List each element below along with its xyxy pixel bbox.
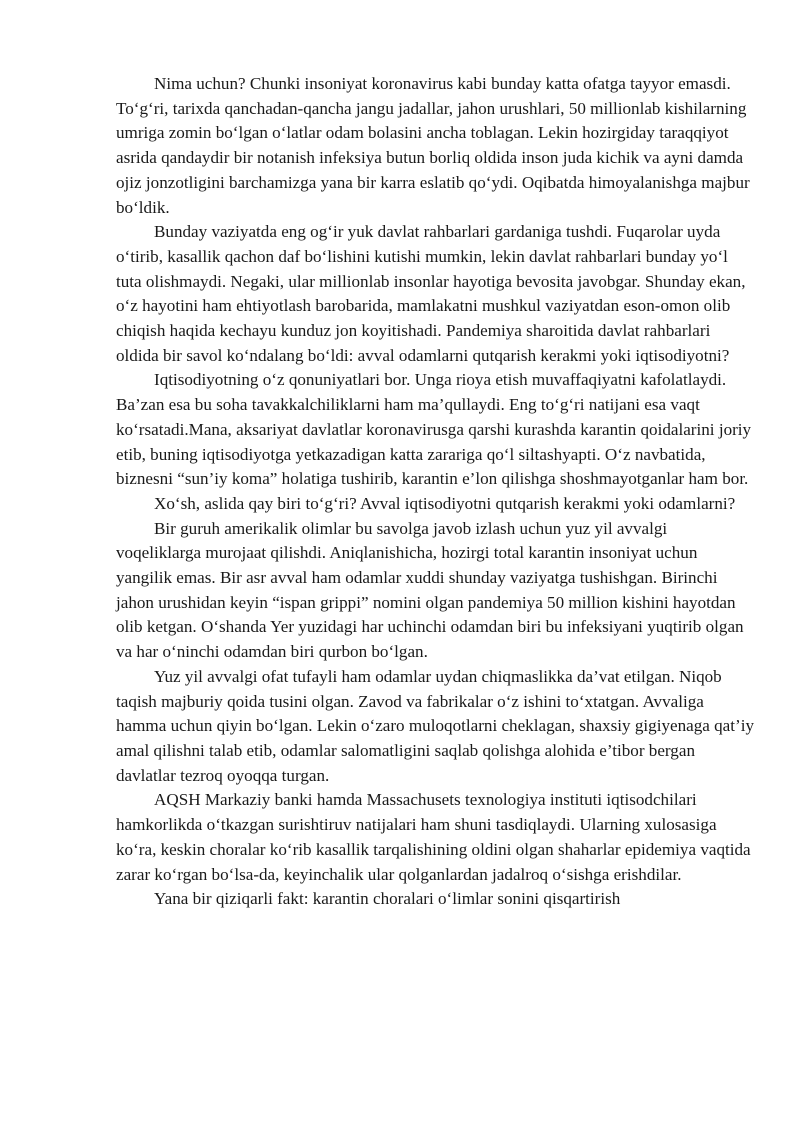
paragraph-1: Nima uchun? Chunki insoniyat koronavirus kabi bunday katta ofatga tayyor emasdi. To‘g‘ri, tarixda qanchadan-qancha jangu jadallar, jahon urushlari, 50 millionlab kishilarning umriga zomin bo‘lgan o‘latlar odam bolasini ancha toblagan. Lekin hozirgiday taraqqiyot asrida qandaydir bir notanish infeksiya butun borliq oldida inson juda kichik va ayni damda ojiz jonzotligini barchamizga yana bir karra eslatib qo‘ydi. Oqibatda himoyalanishga majbur bo‘ldik.: [116, 74, 750, 217]
paragraph-3: Iqtisodiyotning o‘z qonuniyatlari bor. Unga rioya etish muvaffaqiyatni kafolatlaydi. Ba’zan esa bu soha tavakkalchiliklarni ham ma’qullaydi. Eng to‘g‘ri natijani esa vaqt ko‘rsatadi.Mana, aksariyat davlatlar koronavirusga qarshi kurashda karantin qoidalarini joriy etib, buning iqtisodiyotga yetkazadigan katta zarariga qo‘l siltashyapti. O‘z navbatida, biznesni “sun’iy koma” holatiga tushirib, karantin e’lon qilishga shoshmayotganlar ham bor.: [116, 370, 752, 489]
paragraph-7: AQSH Markaziy banki hamda Massachusets texnologiya instituti iqtisodchilari hamkorlikda o‘tkazgan surishtiruv natijalari ham shuni tasdiqlaydi. Ularning xulosasiga ko‘ra, keskin choralar ko‘rib kasallik tarqalishining oldini olgan shaharlar epidemiya vaqtida zarar ko‘rgan bo‘lsa-da, keyinchalik ular qolganlardan jadalroq o‘sishga erishdilar.: [116, 790, 751, 884]
paragraph-5: Bir guruh amerikalik olimlar bu savolga javob izlash uchun yuz yil avvalgi voqeliklarga murojaat qilishdi. Aniqlanishicha, hozirgi total karantin insoniyat uchun yangilik emas. Bir asr avval ham odamlar xuddi shunday vaziyatga tushishgan. Birinchi jahon urushidan keyin “ispan grippi” nomini olgan pandemiya 50 million kishini hayotdan olib ketgan. O‘shanda Yer yuzidagi har uchinchi odamdan biri bu infeksiyani yuqtirib olgan va har o‘ninchi odamdan biri qurbon bo‘lgan.: [116, 518, 744, 662]
document-page: [116, 72, 756, 912]
paragraph-6: Yuz yil avvalgi ofat tufayli ham odamlar uydan chiqmaslikka da’vat etilgan. Niqob taqish majburiy qoida tusini olgan. Zavod va fabrikalar o‘z ishini to‘xtatgan. Avvaliga hamma uchun qiyin bo‘lgan. Lekin o‘zaro muloqotlarni cheklagan, shaxsiy gigiyenaga qat’iy amal qilishni talab etib, odamlar salomatligini saqlab qolishga alohida e’tibor bergan davlatlar tezroq oyoqqa turgan.: [116, 666, 754, 785]
paragraph-8: Yana bir qiziqarli fakt: karantin choralari o‘limlar sonini qisqartirish: [154, 889, 621, 909]
paragraph-2: Bunday vaziyatda eng og‘ir yuk davlat rahbarlari gardaniga tushdi. Fuqarolar uyda o‘tirib, kasallik qachon daf bo‘lishini kutishi mumkin, lekin davlat rahbarlari bunday yo‘l tuta olishmaydi. Negaki, ular millionlab insonlar hayotiga bevosita javobgar. Shunday ekan, o‘z hayotini ham ehtiyotlash barobarida, mamlakatni mushkul vaziyatdan eson-omon olib chiqish haqida kechayu kunduz jon koyitishadi. Pandemiya sharoitida davlat rahbarlari oldida bir savol ko‘ndalang bo‘ldi: avval odamlarni qutqarish kerakmi yoki iqtisodiyotni?: [116, 222, 746, 365]
paragraph-4: Xo‘sh, aslida qay biri to‘g‘ri? Avval iqtisodiyotni qutqarish kerakmi yoki odamlarni?: [154, 493, 736, 513]
